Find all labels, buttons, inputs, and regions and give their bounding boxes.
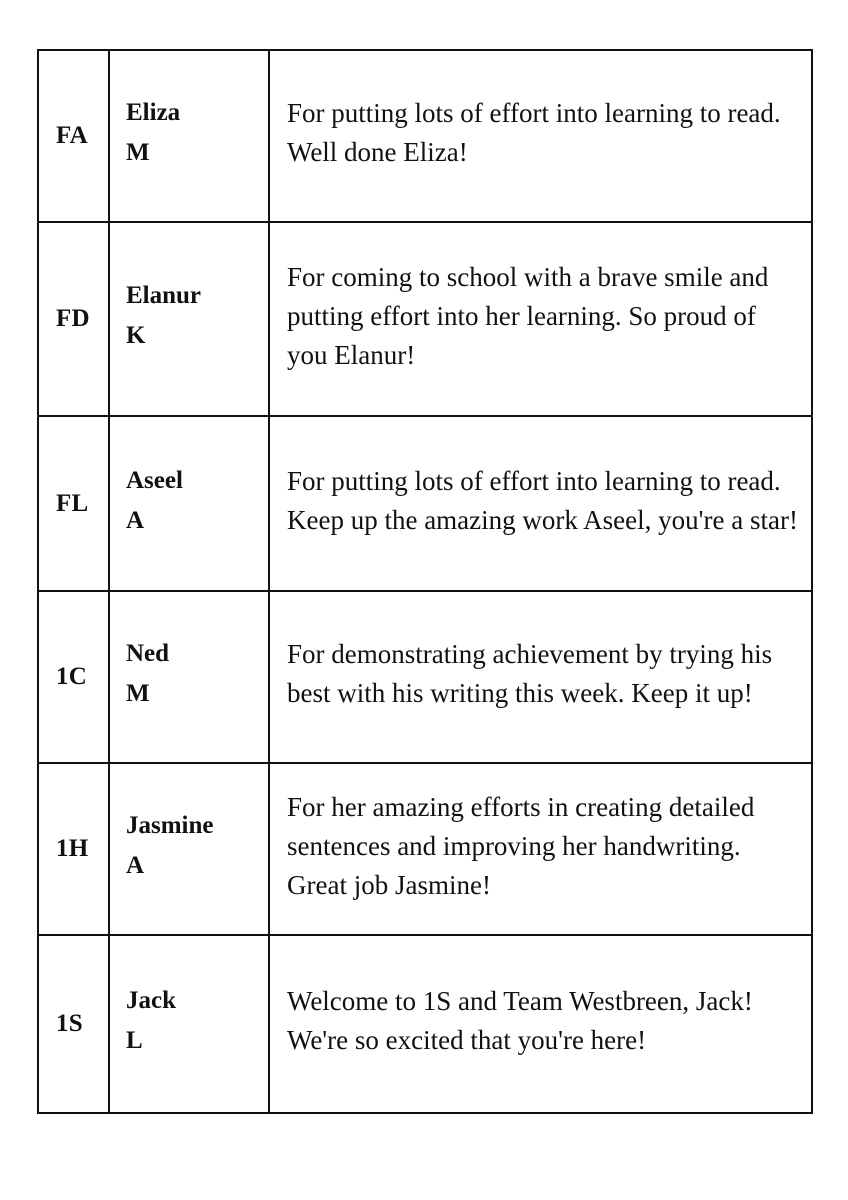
award-reason: Welcome to 1S and Team Westbreen, Jack! We're so excited that you're here! <box>269 935 812 1113</box>
table-row <box>38 591 812 763</box>
student-name <box>109 935 269 1113</box>
table-row <box>38 935 812 1113</box>
student-name <box>109 50 269 222</box>
student-initial: M <box>126 680 150 707</box>
award-reason: For coming to school with a brave smile and putting effort into her learning. So proud of you Elanur! <box>269 222 812 416</box>
awards-table <box>37 49 813 1114</box>
student-initial: A <box>126 852 145 879</box>
table-row <box>38 416 812 591</box>
class-code: 1S <box>38 935 109 1113</box>
student-initial: K <box>126 322 146 349</box>
student-first-name: Ned <box>126 640 170 667</box>
student-first-name: Jasmine <box>126 812 214 839</box>
student-initial: A <box>126 506 145 534</box>
table-row <box>38 222 812 416</box>
student-first-name: Eliza <box>126 99 181 126</box>
table-row <box>38 763 812 935</box>
student-first-name: Aseel <box>126 466 183 494</box>
student-name <box>109 763 269 935</box>
award-reason: For demonstrating achievement by trying his best with his writing this week. Keep it up! <box>269 591 812 763</box>
table-row <box>38 50 812 222</box>
award-reason: For her amazing efforts in creating detailed sentences and improving her handwriting. Great job Jasmine! <box>269 763 812 935</box>
class-code: FD <box>38 222 109 416</box>
student-initial: M <box>126 139 150 166</box>
class-code: 1C <box>38 591 109 763</box>
class-code: FL <box>38 416 109 591</box>
student-first-name: Jack <box>126 987 176 1014</box>
student-first-name: Elanur <box>126 282 202 309</box>
student-initial: L <box>126 1027 143 1054</box>
award-reason: For putting lots of effort into learning to read. Well done Eliza! <box>269 50 812 222</box>
award-reason: For putting lots of effort into learning to read. Keep up the amazing work Aseel, you're a star! <box>269 416 812 591</box>
student-name <box>109 222 269 416</box>
class-code: FA <box>38 50 109 222</box>
student-name <box>109 416 269 591</box>
student-name <box>109 591 269 763</box>
class-code: 1H <box>38 763 109 935</box>
